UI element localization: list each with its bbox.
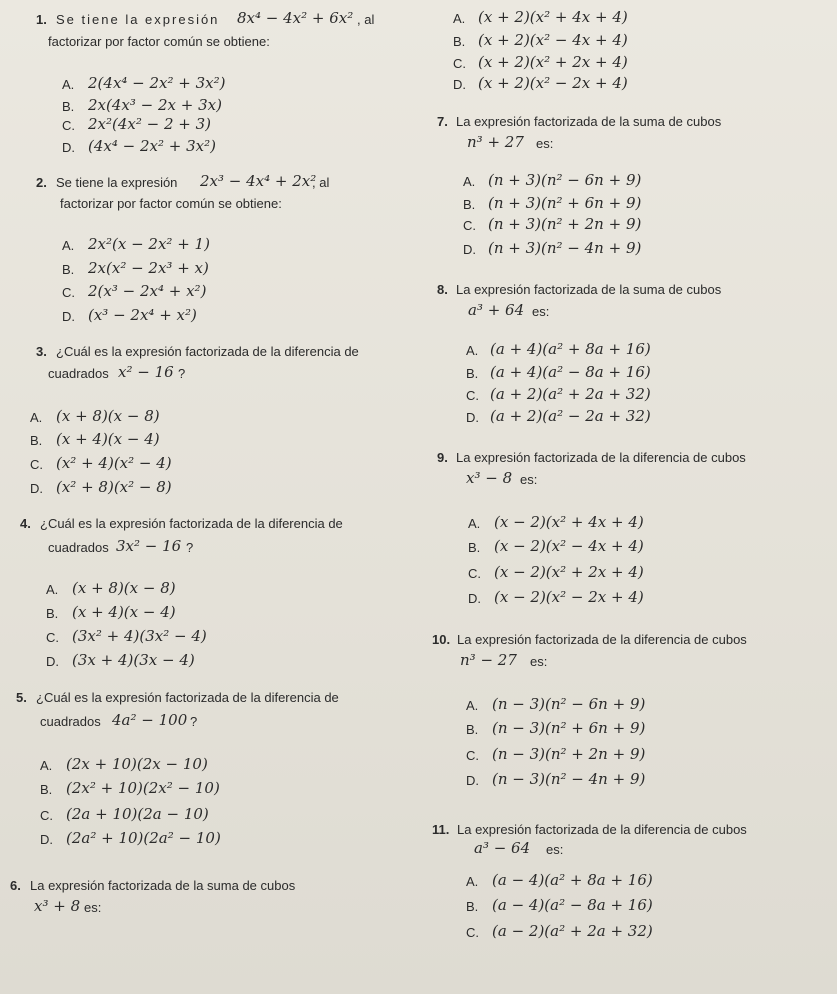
question-1-option-d-letter: D. xyxy=(62,140,75,155)
question-9-option-d: (x − 2)(x² − 2x + 4) xyxy=(494,588,644,606)
question-1-option-d-right: (x + 2)(x² − 2x + 4) xyxy=(478,74,628,92)
question-11-number: 11. xyxy=(432,822,450,837)
question-6-number: 6. xyxy=(10,878,21,893)
question-3-stem-tail: ? xyxy=(178,366,186,381)
question-10-option-c: (n − 3)(n² + 2n + 9) xyxy=(492,745,646,763)
question-1-option-a-right: (x + 2)(x² + 4x + 4) xyxy=(478,8,628,26)
question-1-option-c-letter: C. xyxy=(62,118,75,133)
question-1-option-a: 2(4x⁴ − 2x² + 3x²) xyxy=(88,74,226,92)
question-8-stem-tail: es: xyxy=(532,304,550,319)
question-9-stem: La expresión factorizada de la diferencia de cubos xyxy=(456,450,746,465)
question-10-stem: La expresión factorizada de la diferencia de cubos xyxy=(457,632,747,647)
question-1-option-c-right: (x + 2)(x² + 2x + 4) xyxy=(478,53,628,71)
question-9-expression: x³ − 8 xyxy=(466,469,513,487)
question-8-option-c-letter: C. xyxy=(466,388,479,403)
question-5-number: 5. xyxy=(16,690,27,705)
question-4-expression: 3x² − 16 xyxy=(116,537,182,555)
question-2-option-a-letter: A. xyxy=(62,238,75,253)
question-1-stem: Se tiene la expresión xyxy=(56,12,220,27)
question-2-option-d-letter: D. xyxy=(62,309,75,324)
question-8-option-a: (a + 4)(a² + 8a + 16) xyxy=(490,340,651,358)
question-5-expression: 4a² − 100 xyxy=(112,711,188,729)
question-4-stem: ¿Cuál es la expresión factorizada de la diferencia de xyxy=(40,516,343,531)
question-1-option-b-letter: B. xyxy=(62,99,75,114)
question-7-stem-tail: es: xyxy=(536,136,554,151)
question-9-stem-tail: es: xyxy=(520,472,538,487)
question-4-option-c-letter: C. xyxy=(46,630,59,645)
question-2-stem-line2: factorizar por factor común se obtiene: xyxy=(60,196,282,211)
question-10-option-a-letter: A. xyxy=(466,698,479,713)
question-1-option-c: 2x²(4x² − 2 + 3) xyxy=(88,115,212,133)
question-4-number: 4. xyxy=(20,516,31,531)
question-3-option-c: (x² + 4)(x² − 4) xyxy=(56,454,172,472)
question-9-option-d-letter: D. xyxy=(468,591,481,606)
question-7-expression: n³ + 27 xyxy=(467,133,524,151)
question-4-option-b-letter: B. xyxy=(46,606,59,621)
question-5-option-c: (2a + 10)(2a − 10) xyxy=(66,805,209,823)
question-8-option-d-letter: D. xyxy=(466,410,479,425)
question-11-expression: a³ − 64 xyxy=(474,839,531,857)
question-3-number: 3. xyxy=(36,344,47,359)
question-1-expression: 8x⁴ − 4x² + 6x² xyxy=(237,9,354,27)
question-3-option-a: (x + 8)(x − 8) xyxy=(56,407,160,425)
question-9-number: 9. xyxy=(437,450,448,465)
question-10-expression: n³ − 27 xyxy=(460,651,517,669)
question-7-option-b: (n + 3)(n² + 6n + 9) xyxy=(488,194,642,212)
question-5-option-a: (2x + 10)(2x − 10) xyxy=(66,755,208,773)
question-3-option-b-letter: B. xyxy=(30,433,43,448)
question-5-option-a-letter: A. xyxy=(40,758,53,773)
question-11-option-c: (a − 2)(a² + 2a + 32) xyxy=(492,922,653,940)
question-2-stem: Se tiene la expresión xyxy=(56,175,178,190)
question-6-stem: La expresión factorizada de la suma de cubos xyxy=(30,878,296,893)
question-2-option-b: 2x(x² − 2x³ + x) xyxy=(88,259,209,277)
question-10-option-d-letter: D. xyxy=(466,773,479,788)
question-7-option-c-letter: C. xyxy=(463,218,476,233)
question-11-option-b: (a − 4)(a² − 8a + 16) xyxy=(492,896,653,914)
question-2-option-d: (x³ − 2x⁴ + x²) xyxy=(88,306,197,324)
question-2-option-c-letter: C. xyxy=(62,285,75,300)
question-9-option-b: (x − 2)(x² − 4x + 4) xyxy=(494,537,644,555)
question-3-stem: ¿Cuál es la expresión factorizada de la diferencia de xyxy=(56,344,359,359)
question-5-option-c-letter: C. xyxy=(40,808,53,823)
question-1-option-c-right-letter: C. xyxy=(453,56,466,71)
question-3-option-c-letter: C. xyxy=(30,457,43,472)
question-1-option-a-right-letter: A. xyxy=(453,11,466,26)
question-4-option-b: (x + 4)(x − 4) xyxy=(72,603,176,621)
question-9-option-a: (x − 2)(x² + 4x + 4) xyxy=(494,513,644,531)
question-7-option-b-letter: B. xyxy=(463,197,476,212)
question-3-option-b: (x + 4)(x − 4) xyxy=(56,430,160,448)
question-3-option-a-letter: A. xyxy=(30,410,43,425)
question-9-option-b-letter: B. xyxy=(468,540,481,555)
question-8-expression: a³ + 64 xyxy=(468,301,525,319)
question-7-option-a-letter: A. xyxy=(463,174,476,189)
question-10-number: 10. xyxy=(432,632,451,647)
question-1-stem-tail: , al xyxy=(357,12,375,27)
question-4-stem-tail: ? xyxy=(186,540,194,555)
question-7-option-d-letter: D. xyxy=(463,242,476,257)
question-8-option-a-letter: A. xyxy=(466,343,479,358)
question-11-option-a: (a − 4)(a² + 8a + 16) xyxy=(492,871,653,889)
question-5-stem: ¿Cuál es la expresión factorizada de la diferencia de xyxy=(36,690,339,705)
question-9-option-a-letter: A. xyxy=(468,516,481,531)
question-9-option-c-letter: C. xyxy=(468,566,481,581)
question-3-expression: x² − 16 xyxy=(118,363,174,381)
question-11-stem: La expresión factorizada de la diferencia de cubos xyxy=(457,822,747,837)
question-10-option-c-letter: C. xyxy=(466,748,479,763)
question-10-stem-tail: es: xyxy=(530,654,548,669)
question-5-stem-tail: ? xyxy=(190,714,198,729)
question-11-option-a-letter: A. xyxy=(466,874,479,889)
question-2-expression: 2x³ − 4x⁴ + 2x² xyxy=(200,172,317,190)
question-7-option-a: (n + 3)(n² − 6n + 9) xyxy=(488,171,642,189)
question-11-stem-tail: es: xyxy=(546,842,564,857)
question-8-stem: La expresión factorizada de la suma de cubos xyxy=(456,282,722,297)
question-7-number: 7. xyxy=(437,114,448,129)
question-7-option-d: (n + 3)(n² − 4n + 9) xyxy=(488,239,642,257)
question-9-option-c: (x − 2)(x² + 2x + 4) xyxy=(494,563,644,581)
question-1-option-d: (4x⁴ − 2x² + 3x²) xyxy=(88,137,216,155)
question-4-option-d-letter: D. xyxy=(46,654,59,669)
question-3-option-d-letter: D. xyxy=(30,481,43,496)
question-4-stem-line2: cuadrados xyxy=(48,540,109,555)
question-11-option-c-letter: C. xyxy=(466,925,479,940)
question-8-option-b: (a + 4)(a² − 8a + 16) xyxy=(490,363,651,381)
question-2-option-b-letter: B. xyxy=(62,262,75,277)
question-5-option-d-letter: D. xyxy=(40,832,53,847)
question-1-option-a-letter: A. xyxy=(62,77,75,92)
question-1-option-d-right-letter: D. xyxy=(453,77,466,92)
question-1-number: 1. xyxy=(36,12,47,27)
question-2-option-c: 2(x³ − 2x⁴ + x²) xyxy=(88,282,207,300)
question-1-option-b-right-letter: B. xyxy=(453,34,466,49)
question-11-option-b-letter: B. xyxy=(466,899,479,914)
question-1-option-b: 2x(4x³ − 2x + 3x) xyxy=(88,96,222,114)
question-10-option-a: (n − 3)(n² − 6n + 9) xyxy=(492,695,646,713)
question-6-stem-tail: es: xyxy=(84,900,102,915)
question-2-option-a: 2x²(x − 2x² + 1) xyxy=(88,235,210,253)
question-8-option-b-letter: B. xyxy=(466,366,479,381)
question-3-stem-line2: cuadrados xyxy=(48,366,109,381)
question-10-option-b-letter: B. xyxy=(466,722,479,737)
question-7-option-c: (n + 3)(n² + 2n + 9) xyxy=(488,215,642,233)
question-2-number: 2. xyxy=(36,175,47,190)
question-8-option-c: (a + 2)(a² + 2a + 32) xyxy=(490,385,651,403)
question-1-stem-line2: factorizar por factor común se obtiene: xyxy=(48,34,270,49)
question-5-option-b: (2x² + 10)(2x² − 10) xyxy=(66,779,220,797)
question-6-expression: x³ + 8 xyxy=(34,897,81,915)
question-2-stem-tail: , al xyxy=(312,175,330,190)
question-10-option-d: (n − 3)(n² − 4n + 9) xyxy=(492,770,646,788)
question-10-option-b: (n − 3)(n² + 6n + 9) xyxy=(492,719,646,737)
question-4-option-a: (x + 8)(x − 8) xyxy=(72,579,176,597)
question-3-option-d: (x² + 8)(x² − 8) xyxy=(56,478,172,496)
question-4-option-a-letter: A. xyxy=(46,582,59,597)
question-5-option-b-letter: B. xyxy=(40,782,53,797)
question-5-option-d: (2a² + 10)(2a² − 10) xyxy=(66,829,221,847)
question-8-number: 8. xyxy=(437,282,448,297)
question-8-option-d: (a + 2)(a² − 2a + 32) xyxy=(490,407,651,425)
question-1-option-b-right: (x + 2)(x² − 4x + 4) xyxy=(478,31,628,49)
question-5-stem-line2: cuadrados xyxy=(40,714,101,729)
question-4-option-c: (3x² + 4)(3x² − 4) xyxy=(72,627,207,645)
question-4-option-d: (3x + 4)(3x − 4) xyxy=(72,651,195,669)
question-7-stem: La expresión factorizada de la suma de cubos xyxy=(456,114,722,129)
